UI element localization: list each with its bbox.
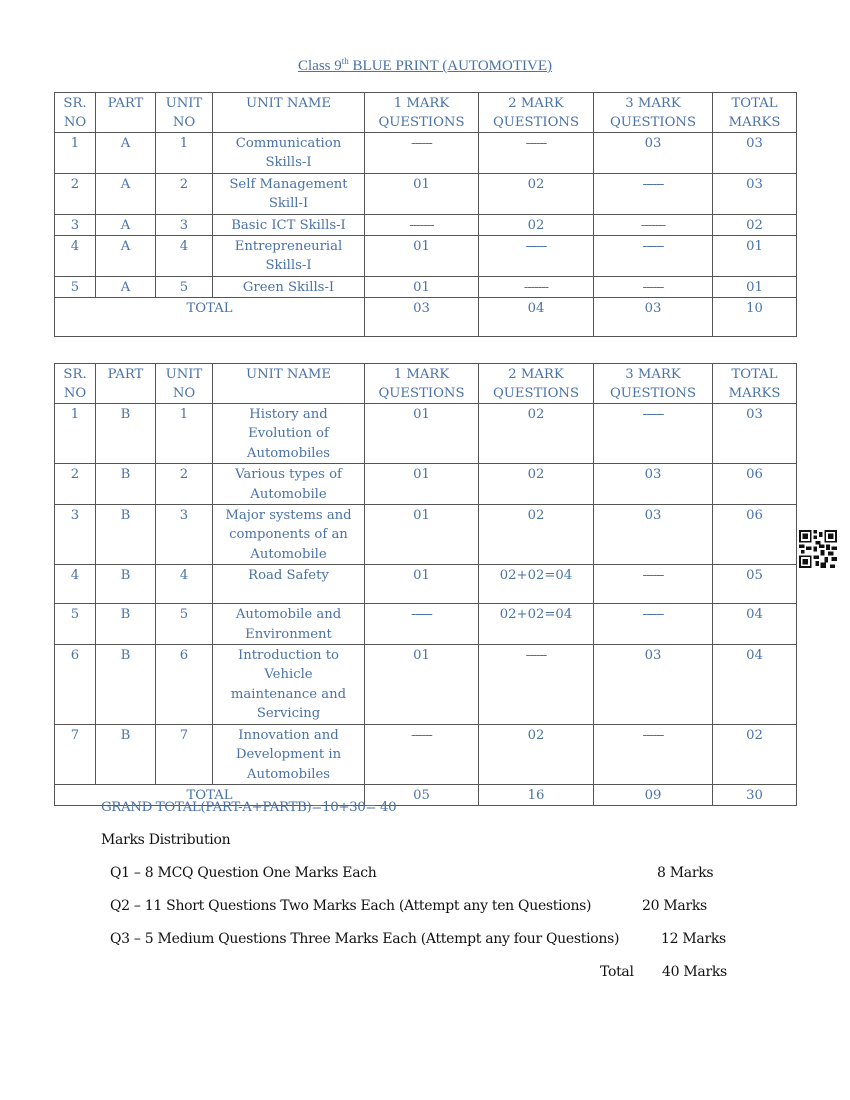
distribution-item-q3-text: Q3 – 5 Medium Questions Three Marks Each (Attempt any four Questions) [110, 931, 620, 947]
header-line: SR. [63, 96, 87, 111]
column-header [55, 364, 96, 404]
distribution-item-q2-marks: 20 Marks [642, 898, 707, 914]
column-header [213, 93, 365, 133]
cell-m2: 02 [479, 214, 594, 235]
header-line: TOTAL [731, 96, 778, 111]
cell-m3: ------ [594, 404, 713, 464]
cell-total: 01 [713, 236, 797, 277]
cell-name [213, 565, 365, 604]
unit-name-line: Automobile and [235, 607, 342, 623]
cell-sr: 5 [55, 604, 96, 645]
total-m3: 09 [594, 784, 713, 805]
table-row [55, 724, 797, 784]
header-line: 3 MARK [625, 367, 681, 382]
cell-sr: 7 [55, 724, 96, 784]
unit-name-line: Self Management [229, 176, 348, 192]
cell-unit: 1 [156, 404, 213, 464]
header-row [55, 93, 797, 133]
cell-unit: 5 [156, 604, 213, 645]
cell-m1: ------ [365, 133, 479, 174]
cell-sr: 1 [55, 133, 96, 174]
unit-name-line: Automobiles [246, 445, 331, 461]
cell-unit: 3 [156, 505, 213, 565]
total-total: 10 [713, 298, 797, 337]
distribution-item-q2-text: Q2 – 11 Short Questions Two Marks Each (Attempt any ten Questions) [110, 898, 592, 914]
cell-total: 02 [713, 724, 797, 784]
column-header [479, 364, 594, 404]
cell-name [213, 604, 365, 645]
total-m2: 16 [479, 784, 594, 805]
header-line: NO [172, 115, 196, 130]
header-line: MARKS [728, 115, 781, 130]
marks-distribution-title: Marks Distribution [101, 832, 231, 848]
cell-m1: 01 [365, 236, 479, 277]
cell-sr: 3 [55, 214, 96, 235]
unit-name-line: Introduction to [238, 648, 339, 664]
unit-name-line: Automobile [250, 486, 327, 502]
cell-m1: 01 [365, 173, 479, 214]
cell-part: B [96, 565, 156, 604]
cell-part: B [96, 604, 156, 645]
unit-name-line: Servicing [256, 706, 321, 722]
cell-m3: ------ [594, 236, 713, 277]
distribution-item-q3-marks: 12 Marks [661, 931, 726, 947]
cell-unit: 6 [156, 645, 213, 725]
unit-name-line: Skills-I [265, 155, 312, 171]
cell-unit: 7 [156, 724, 213, 784]
cell-m2: ------ [479, 133, 594, 174]
unit-name-line: Automobiles [246, 766, 331, 782]
column-header [156, 93, 213, 133]
column-header [96, 93, 156, 133]
total-row [55, 298, 797, 337]
header-line: 1 MARK [393, 367, 450, 382]
cell-unit: 4 [156, 565, 213, 604]
header-line: 1 MARK [393, 96, 450, 111]
cell-m1: 01 [365, 645, 479, 725]
cell-unit: 1 [156, 133, 213, 174]
cell-total: 03 [713, 404, 797, 464]
header-line: UNIT NAME [245, 367, 332, 382]
distribution-item-q1-marks: 8 Marks [657, 865, 714, 881]
header-line: SR. [63, 367, 87, 382]
cell-unit: 3 [156, 214, 213, 235]
header-line: QUESTIONS [610, 115, 696, 130]
unit-name-line: Road Safety [248, 568, 329, 584]
cell-m2: 02 [479, 173, 594, 214]
header-line: NO [63, 115, 87, 130]
unit-name-line: Automobile [250, 546, 327, 562]
part-a-table [54, 92, 797, 337]
cell-m3: ------ [594, 276, 713, 297]
cell-m2: 02+02=04 [479, 565, 594, 604]
total-m3: 03 [594, 298, 713, 337]
table-row [55, 645, 797, 725]
cell-m1: 01 [365, 276, 479, 297]
cell-m1: ------ [365, 724, 479, 784]
unit-name-line: Development in [235, 747, 342, 763]
cell-m3: ------ [594, 173, 713, 214]
cell-m2: ------ [479, 236, 594, 277]
column-header [594, 364, 713, 404]
cell-m3: ------ [594, 604, 713, 645]
table-row [55, 236, 797, 277]
column-header [479, 93, 594, 133]
cell-m2: 02 [479, 505, 594, 565]
cell-total: 05 [713, 565, 797, 604]
page-title: Class 9th BLUE PRINT (AUTOMOTIVE) [298, 56, 552, 74]
cell-name [213, 236, 365, 277]
cell-part: B [96, 505, 156, 565]
unit-name-line: Basic ICT Skills-I [231, 217, 346, 233]
cell-part: B [96, 724, 156, 784]
cell-sr: 1 [55, 404, 96, 464]
header-row [55, 364, 797, 404]
cell-m1: 01 [365, 505, 479, 565]
distribution-total-marks: 40 Marks [662, 964, 727, 980]
cell-m3: ------- [594, 214, 713, 235]
column-header [55, 93, 96, 133]
cell-total: 01 [713, 276, 797, 297]
cell-m2: 02 [479, 464, 594, 505]
cell-part: B [96, 404, 156, 464]
total-label: TOTAL [55, 784, 365, 805]
cell-sr: 2 [55, 173, 96, 214]
header-line: QUESTIONS [378, 386, 465, 401]
unit-name-line: Various types of [235, 467, 342, 483]
distribution-item-q1-text: Q1 – 8 MCQ Question One Marks Each [110, 865, 377, 881]
cell-m3: 03 [594, 645, 713, 725]
header-line: UNIT NAME [245, 96, 332, 111]
unit-name-line: Vehicle [264, 667, 313, 683]
cell-part: A [96, 173, 156, 214]
cell-sr: 3 [55, 505, 96, 565]
header-line: PART [107, 96, 144, 111]
cell-total: 03 [713, 173, 797, 214]
header-line: TOTAL [731, 367, 778, 382]
unit-name-line: Skills-I [265, 258, 312, 274]
cell-m3: 03 [594, 133, 713, 174]
cell-m2: 02 [479, 404, 594, 464]
unit-name-line: components of an [229, 527, 348, 543]
unit-name-line: Skill-I [268, 196, 309, 212]
table-row [55, 565, 797, 604]
cell-m2: 02+02=04 [479, 604, 594, 645]
cell-name [213, 404, 365, 464]
table-row [55, 404, 797, 464]
cell-unit: 2 [156, 173, 213, 214]
total-m1: 03 [365, 298, 479, 337]
cell-sr: 6 [55, 645, 96, 725]
column-header [365, 364, 479, 404]
table-row [55, 604, 797, 645]
cell-m3: ------ [594, 565, 713, 604]
cell-m2: ------- [479, 276, 594, 297]
cell-total: 04 [713, 645, 797, 725]
qr-code-icon [799, 530, 837, 568]
header-line: NO [63, 386, 87, 401]
total-total: 30 [713, 784, 797, 805]
column-header [713, 93, 797, 133]
cell-sr: 4 [55, 565, 96, 604]
cell-m2: 02 [479, 724, 594, 784]
unit-name-line: History and [249, 407, 328, 422]
header-line: UNIT [165, 367, 203, 382]
header-line: PART [107, 367, 144, 382]
cell-m2: ------ [479, 645, 594, 725]
unit-name-line: Major systems and [225, 508, 352, 524]
cell-name [213, 214, 365, 235]
table-row [55, 464, 797, 505]
unit-name-line: Green Skills-I [242, 279, 335, 295]
cell-total: 03 [713, 133, 797, 174]
cell-sr: 4 [55, 236, 96, 277]
column-header [213, 364, 365, 404]
table-row [55, 214, 797, 235]
column-header [713, 364, 797, 404]
distribution-total-label: Total [600, 964, 634, 980]
header-line: 3 MARK [625, 96, 681, 111]
header-line: MARKS [728, 386, 781, 401]
cell-unit: 2 [156, 464, 213, 505]
cell-m1: ------ [365, 604, 479, 645]
cell-name [213, 133, 365, 174]
unit-name-line: maintenance and [230, 686, 347, 702]
cell-total: 06 [713, 464, 797, 505]
header-line: QUESTIONS [493, 386, 579, 401]
table-row [55, 173, 797, 214]
cell-name [213, 724, 365, 784]
column-header [594, 93, 713, 133]
cell-part: A [96, 276, 156, 297]
cell-part: B [96, 464, 156, 505]
column-header [96, 364, 156, 404]
unit-name-line: Evolution of [248, 426, 329, 442]
cell-total: 04 [713, 604, 797, 645]
column-header [365, 93, 479, 133]
total-m2: 04 [479, 298, 594, 337]
header-line: UNIT [165, 96, 203, 111]
unit-name-line: Environment [245, 626, 332, 642]
cell-m3: ------ [594, 724, 713, 784]
cell-name [213, 276, 365, 297]
cell-unit: 5 [156, 276, 213, 297]
cell-name [213, 645, 365, 725]
cell-part: A [96, 133, 156, 174]
cell-m3: 03 [594, 464, 713, 505]
cell-total: 02 [713, 214, 797, 235]
table-row [55, 276, 797, 297]
header-line: 2 MARK [508, 96, 564, 111]
cell-m1: 01 [365, 565, 479, 604]
cell-m3: 03 [594, 505, 713, 565]
cell-part: B [96, 645, 156, 725]
cell-name [213, 173, 365, 214]
cell-m1: 01 [365, 404, 479, 464]
table-row [55, 133, 797, 174]
header-line: NO [172, 386, 196, 401]
header-line: QUESTIONS [378, 115, 465, 130]
unit-name-line: Communication [235, 136, 342, 151]
total-label: TOTAL [55, 298, 365, 337]
cell-total: 06 [713, 505, 797, 565]
table-row [55, 505, 797, 565]
cell-m1: ------- [365, 214, 479, 235]
cell-name [213, 464, 365, 505]
cell-unit: 4 [156, 236, 213, 277]
cell-part: A [96, 236, 156, 277]
cell-sr: 2 [55, 464, 96, 505]
part-b-table [54, 363, 797, 806]
column-header [156, 364, 213, 404]
cell-sr: 5 [55, 276, 96, 297]
total-m1: 05 [365, 784, 479, 805]
header-line: 2 MARK [508, 367, 564, 382]
grand-total: GRAND TOTAL(PART-A+PARTB)=10+30= 40 [101, 800, 397, 815]
cell-m1: 01 [365, 464, 479, 505]
unit-name-line: Entrepreneurial [234, 239, 343, 255]
header-line: QUESTIONS [610, 386, 696, 401]
cell-name [213, 505, 365, 565]
unit-name-line: Innovation and [238, 727, 339, 743]
header-line: QUESTIONS [493, 115, 579, 130]
cell-part: A [96, 214, 156, 235]
